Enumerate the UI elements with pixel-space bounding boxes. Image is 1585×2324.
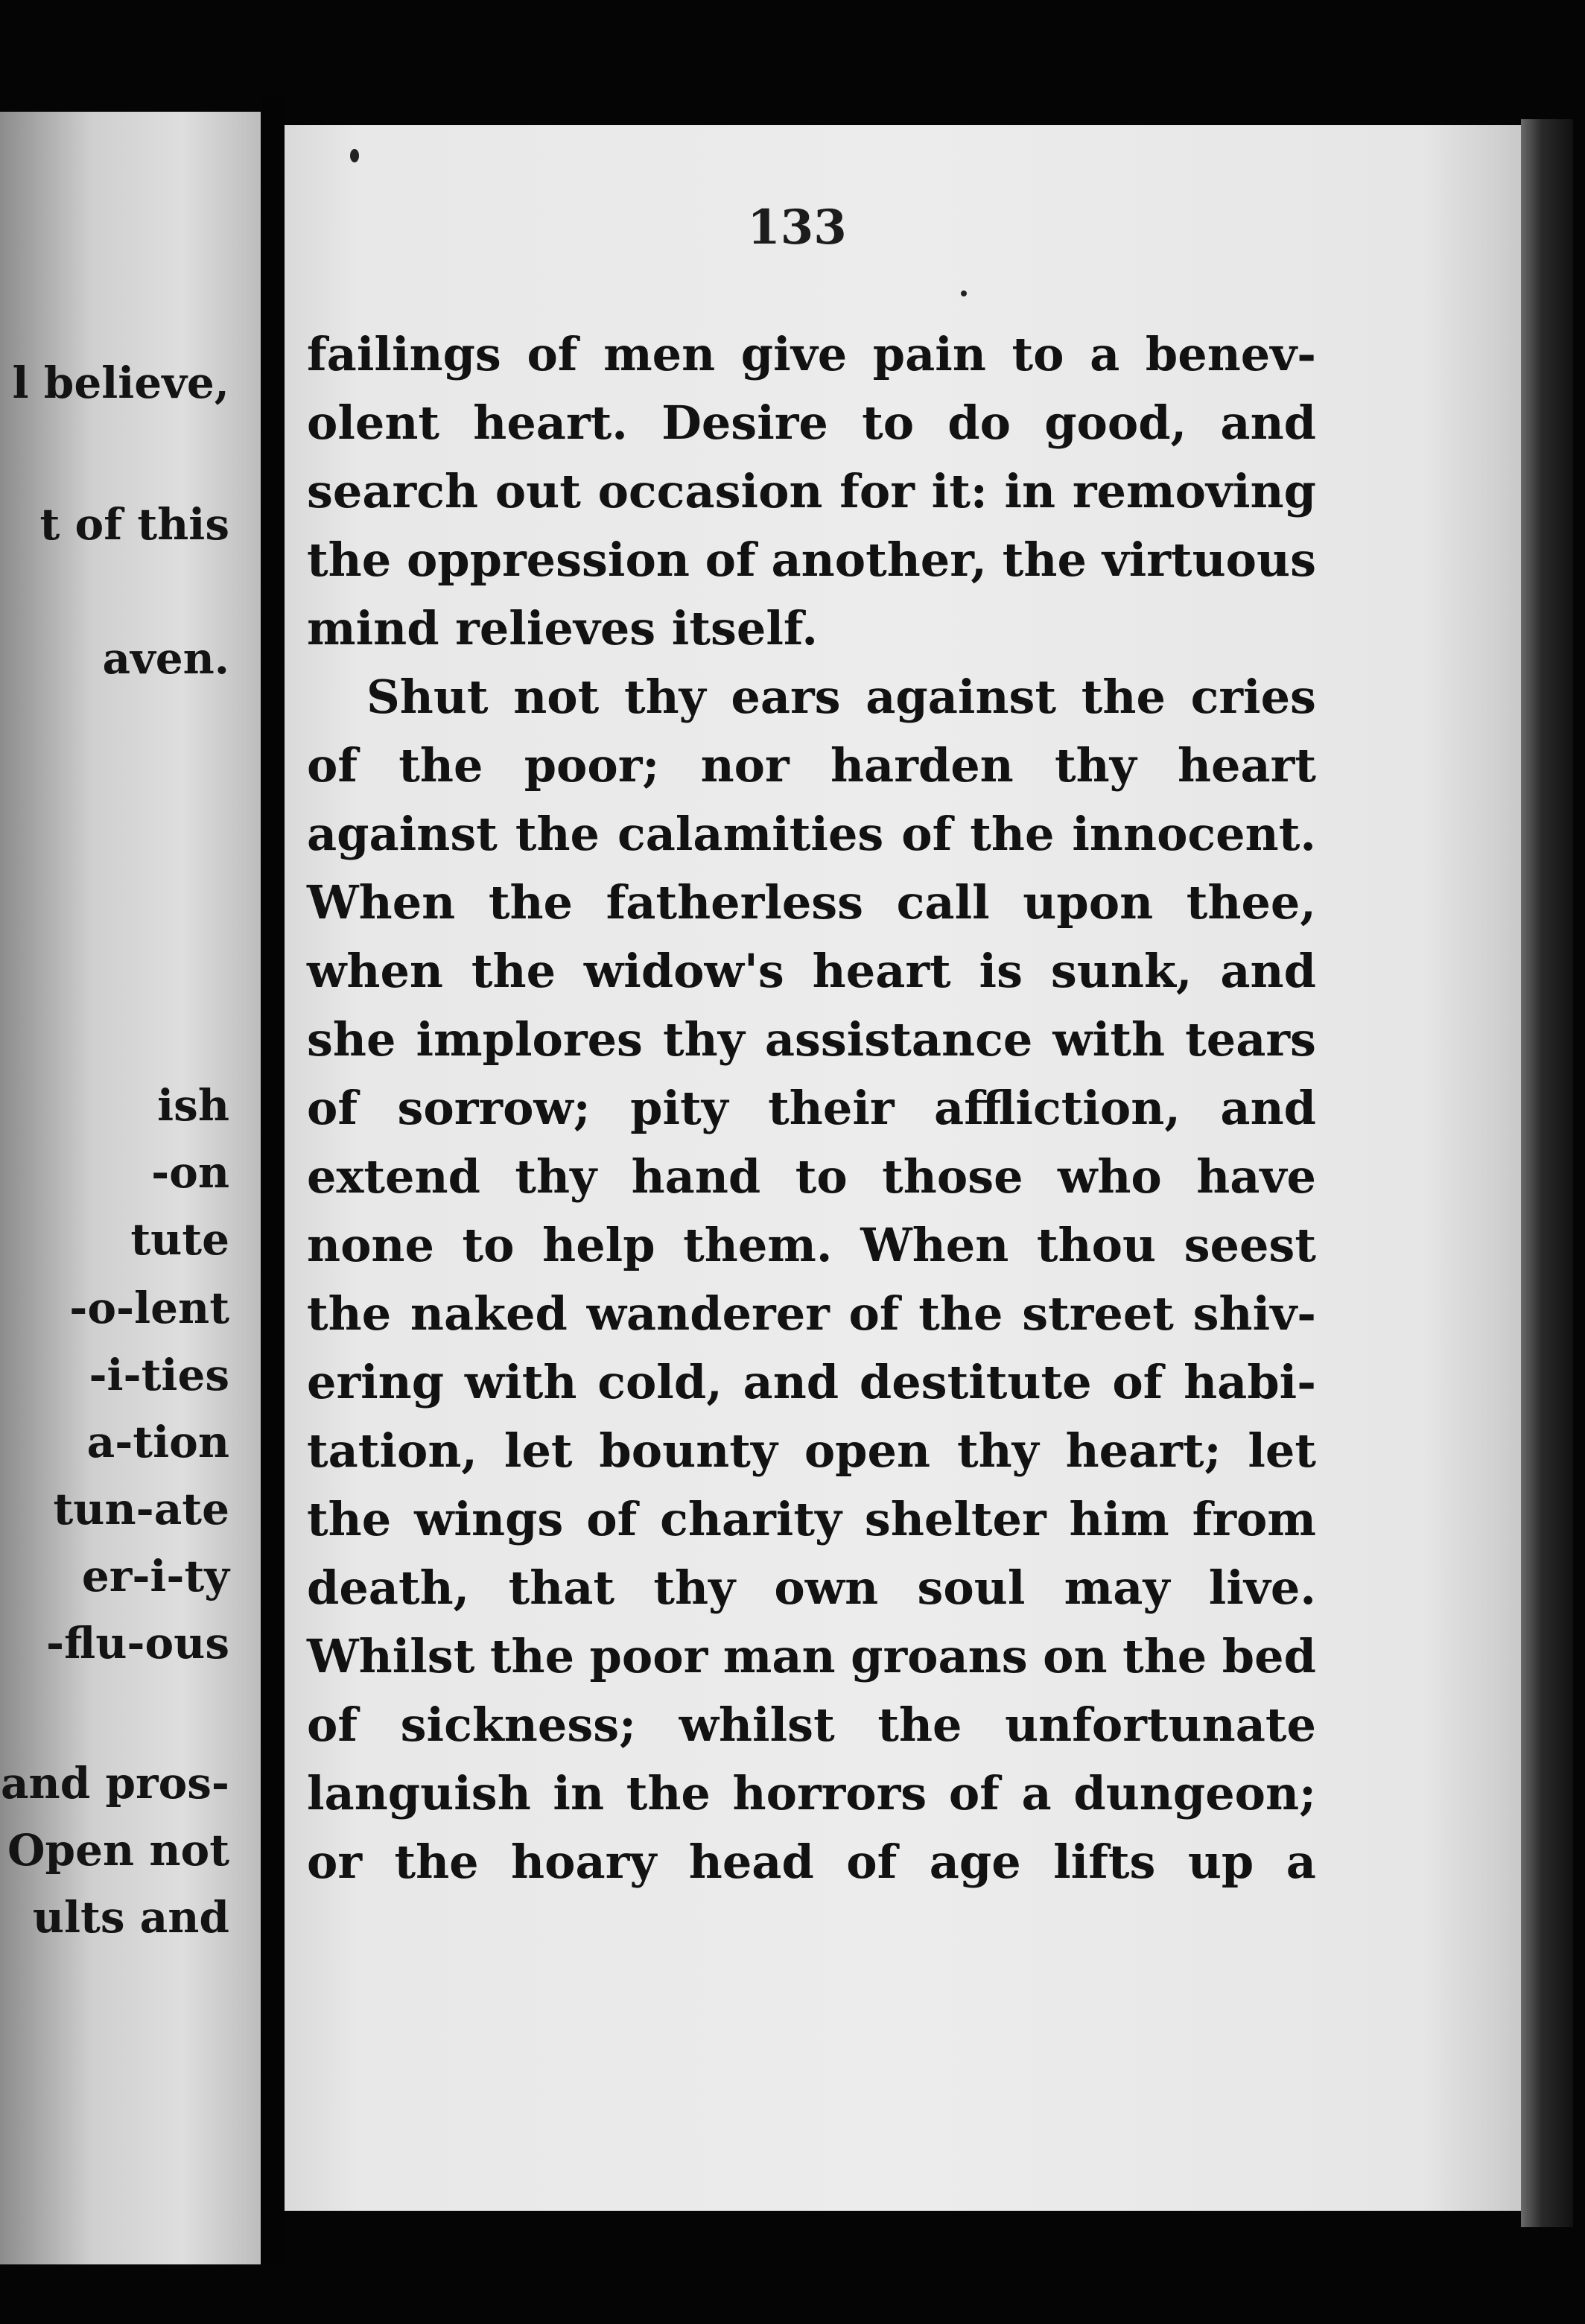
text-line: the wings of charity shelter him from bbox=[307, 1492, 1316, 1546]
text-line: mind relieves itself. bbox=[307, 601, 818, 655]
text-line: of sickness; whilst the unfortunate bbox=[307, 1698, 1316, 1752]
left-line: Open not bbox=[7, 1825, 229, 1876]
left-line: -o-lent bbox=[69, 1283, 229, 1333]
page-number: 133 bbox=[747, 200, 847, 255]
text-line: tation, let bounty open thy heart; let bbox=[307, 1423, 1316, 1478]
text-line: of the poor; nor harden thy heart bbox=[307, 738, 1316, 793]
text-line: extend thy hand to those who have bbox=[307, 1149, 1316, 1204]
text-line: olent heart. Desire to do good, and bbox=[307, 396, 1316, 450]
text-line: the naked wanderer of the street shiv- bbox=[307, 1286, 1316, 1341]
text-line: search out occasion for it: in removing bbox=[307, 464, 1316, 518]
left-line: aven. bbox=[102, 633, 229, 684]
left-line: ish bbox=[157, 1080, 229, 1131]
left-line: t of this bbox=[39, 499, 229, 550]
left-line: tun-ate bbox=[53, 1484, 229, 1534]
ink-speck bbox=[961, 290, 967, 296]
text-line: or the hoary head of age lifts up a bbox=[307, 1835, 1316, 1889]
text-line: When the fatherless call upon thee, bbox=[307, 875, 1316, 930]
text-line: when the widow's heart is sunk, and bbox=[307, 944, 1316, 998]
left-line: tute bbox=[130, 1214, 229, 1265]
left-line: -flu-ous bbox=[46, 1618, 229, 1669]
text-line: failings of men give pain to a benev- bbox=[307, 327, 1316, 381]
left-line: l believe, bbox=[12, 358, 229, 408]
text-line: against the calamities of the innocent. bbox=[307, 807, 1316, 861]
body-text bbox=[307, 320, 1316, 1896]
left-line: -on bbox=[151, 1147, 229, 1198]
text-line: the oppression of another, the virtuous bbox=[307, 533, 1316, 587]
text-line: languish in the horrors of a dungeon; bbox=[307, 1766, 1316, 1820]
left-page bbox=[0, 112, 261, 2264]
left-line: and pros- bbox=[0, 1758, 229, 1809]
text-line: ering with cold, and destitute of habi- bbox=[307, 1355, 1316, 1409]
text-line: Shut not thy ears against the cries bbox=[366, 670, 1316, 724]
ink-speck bbox=[350, 149, 359, 162]
page-edge bbox=[1521, 119, 1573, 2227]
left-line: -i-ties bbox=[89, 1350, 229, 1400]
book-gutter bbox=[262, 97, 285, 2264]
text-line: of sorrow; pity their affliction, and bbox=[307, 1081, 1316, 1135]
text-line: death, that thy own soul may live. bbox=[307, 1561, 1316, 1615]
left-line: er-i-ty bbox=[81, 1551, 229, 1601]
text-line: she implores thy assistance with tears bbox=[307, 1012, 1316, 1067]
left-line: a-tion bbox=[86, 1417, 229, 1467]
text-line: Whilst the poor man groans on the bed bbox=[307, 1629, 1316, 1683]
text-line: none to help them. When thou seest bbox=[307, 1218, 1316, 1272]
left-line: ults and bbox=[32, 1892, 229, 1943]
